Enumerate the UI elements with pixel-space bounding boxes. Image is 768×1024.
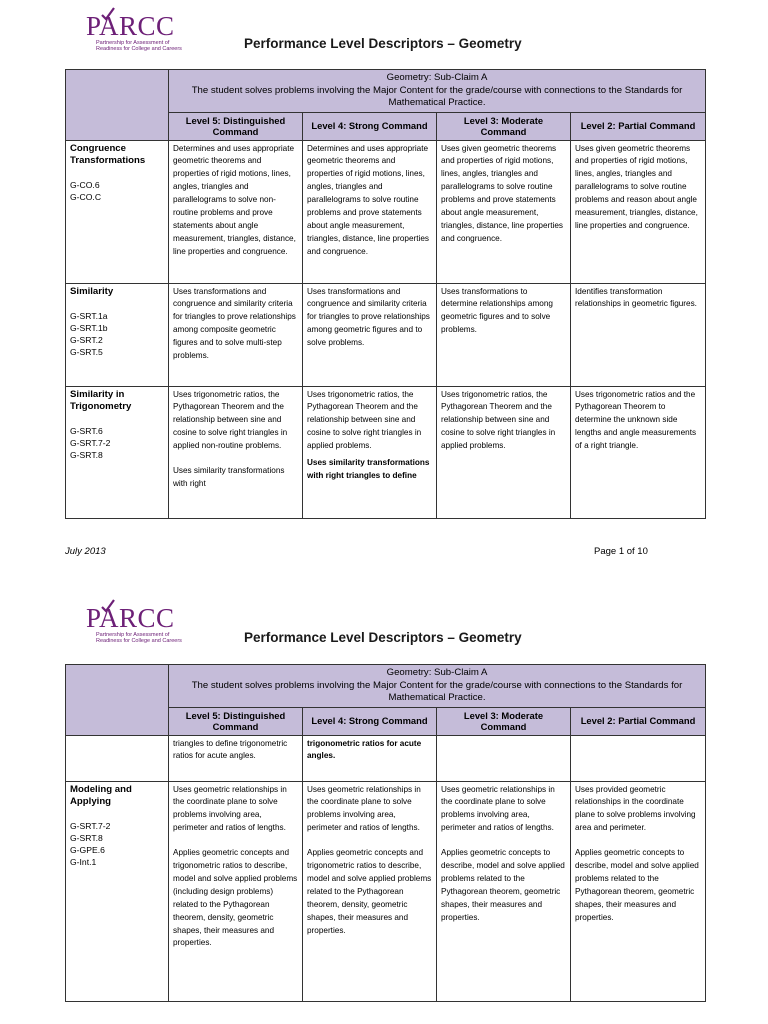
descriptor-text: Uses trigonometric ratios, the Pythagorean Theorem and the relationship between sine and cosine to solve right triangles in applied problems. bbox=[307, 389, 422, 451]
parcc-logo bbox=[86, 10, 182, 58]
sub-claim-description: The student solves problems involving the Major Content for the grade/course with connections to the Standards for Mathematical Practice. bbox=[191, 679, 683, 703]
descriptor-cell bbox=[303, 781, 437, 1001]
descriptor-text: Uses similarity transformations with right triangles to define bbox=[307, 458, 430, 480]
descriptor-text: Uses geometric relationships in the coordinate plane to solve problems involving area, perimeter and ratios of lengths. bbox=[441, 784, 555, 833]
descriptor-cell bbox=[437, 735, 571, 781]
header-corner-cell bbox=[66, 665, 169, 736]
logo-tagline: Partnership for Assessment of Readiness for College and Careers bbox=[96, 40, 182, 52]
row-name: Similarity bbox=[70, 285, 114, 297]
page-title: Performance Level Descriptors – Geometry bbox=[244, 36, 522, 51]
page-title: Performance Level Descriptors – Geometry bbox=[244, 630, 522, 645]
descriptor-text: Applies geometric concepts to describe, model and solve applied problems related to the Pythagorean theorem, geometric shapes, their measures and properties. bbox=[441, 848, 565, 922]
header-corner-cell bbox=[66, 70, 169, 141]
row-name: Similarity in Trigonometry bbox=[70, 388, 132, 412]
descriptor-cell: trigonometric ratios for acute angles. bbox=[303, 735, 437, 781]
row-label-trigonometry bbox=[66, 386, 169, 518]
descriptor-cell: Uses transformations and congruence and similarity criteria for triangles to prove relationships among geometric figures and to solve problems. bbox=[303, 283, 437, 386]
descriptor-cell bbox=[437, 781, 571, 1001]
level-5-header: Level 5: Distinguished Command bbox=[169, 707, 303, 735]
descriptor-cell bbox=[169, 386, 303, 518]
descriptor-text: Uses geometric relationships in the coordinate plane to solve problems involving area, perimeter and ratios of lengths. bbox=[307, 784, 421, 833]
descriptor-text: Uses geometric relationships in the coordinate plane to solve problems involving area, perimeter and ratios of lengths. bbox=[173, 784, 287, 833]
sub-claim-header bbox=[169, 70, 706, 113]
standard-code: G-CO.6 bbox=[70, 179, 100, 190]
level-3-header: Level 3: Moderate Command bbox=[437, 707, 571, 735]
descriptor-cell: Uses transformations to determine relationships among geometric figures and to solve problems. bbox=[437, 283, 571, 386]
table-row bbox=[66, 386, 706, 518]
standard-code: G-SRT.7-2 bbox=[70, 437, 111, 448]
standard-code: G-SRT.8 bbox=[70, 449, 103, 460]
table-row bbox=[66, 283, 706, 386]
row-name: Modeling and Applying bbox=[70, 783, 132, 807]
level-2-header: Level 2: Partial Command bbox=[571, 707, 706, 735]
table-row bbox=[66, 735, 706, 781]
descriptor-cell: Uses given geometric theorems and properties of rigid motions, lines, angles, triangles and parallelograms to solve routine problems and reason about angle measurement, triangles, distance, line properties and congruence. bbox=[571, 140, 706, 283]
standard-code: G-CO.C bbox=[70, 191, 102, 202]
level-2-header: Level 2: Partial Command bbox=[571, 112, 706, 140]
footer-date: July 2013 bbox=[65, 546, 106, 557]
descriptor-text: Applies geometric concepts and trigonometric ratios to describe, model and solve applied problems (including design problems) related to the Pythagorean theorem, density, geometric shapes, their measures and properties. bbox=[173, 848, 298, 948]
standard-code: G-SRT.5 bbox=[70, 346, 103, 357]
standard-code: G-SRT.1b bbox=[70, 322, 108, 333]
standard-code: G-SRT.8 bbox=[70, 832, 103, 843]
footer-page-number: Page 1 of 10 bbox=[594, 546, 648, 557]
standard-code: G-Int.1 bbox=[70, 856, 97, 867]
sub-claim-header bbox=[169, 665, 706, 708]
descriptor-cell: Determines and uses appropriate geometric theorems and properties of rigid motions, lines, angles, triangles and parallelograms to solve non-routine problems and prove statements about angle measurement, triangles, distance, line properties and congruence. bbox=[169, 140, 303, 283]
page-2 bbox=[0, 592, 768, 1024]
descriptor-cell: Identifies transformation relationships in geometric figures. bbox=[571, 283, 706, 386]
descriptor-cell: Uses given geometric theorems and properties of rigid motions, lines, angles, triangles and parallelograms to solve routine problems and prove statements about angle measurement, triangles, distance, line properties and congruence. bbox=[437, 140, 571, 283]
level-5-header: Level 5: Distinguished Command bbox=[169, 112, 303, 140]
descriptor-cell bbox=[571, 735, 706, 781]
table-row bbox=[66, 140, 706, 283]
descriptor-text: Uses trigonometric ratios, the Pythagorean Theorem and the relationship between sine and cosine to solve right triangles in applied non-routine problems. bbox=[173, 389, 288, 451]
standard-code: G-SRT.2 bbox=[70, 334, 103, 345]
level-4-header: Level 4: Strong Command bbox=[303, 707, 437, 735]
descriptor-cell: triangles to define trigonometric ratios for acute angles. bbox=[169, 735, 303, 781]
descriptor-cell bbox=[169, 781, 303, 1001]
descriptor-cell: Uses transformations and congruence and similarity criteria for triangles to prove relationships among composite geometric figures and to solve multi-step problems. bbox=[169, 283, 303, 386]
sub-claim-description: The student solves problems involving the Major Content for the grade/course with connections to the Standards for Mathematical Practice. bbox=[191, 84, 683, 108]
descriptor-table bbox=[65, 69, 706, 519]
logo-wordmark: PARCC bbox=[86, 11, 175, 41]
claim-header-row bbox=[66, 70, 706, 113]
descriptor-cell bbox=[571, 781, 706, 1001]
descriptor-text: Uses similarity transformations with right bbox=[173, 466, 285, 488]
sub-claim-title: Geometry: Sub-Claim A bbox=[386, 667, 488, 678]
level-4-header: Level 4: Strong Command bbox=[303, 112, 437, 140]
row-label-congruence bbox=[66, 140, 169, 283]
descriptor-text: Uses provided geometric relationships in the coordinate plane to solve problems involving area and perimeter. bbox=[575, 784, 696, 833]
parcc-logo bbox=[86, 602, 182, 650]
table-row bbox=[66, 781, 706, 1001]
logo-tagline: Partnership for Assessment of Readiness for College and Careers bbox=[96, 632, 182, 644]
standard-code: G-SRT.1a bbox=[70, 310, 108, 321]
descriptor-cell: Determines and uses appropriate geometric theorems and properties of rigid motions, lines, angles, triangles and parallelograms to solve routine problems and prove statements about angle measurement, triangles, distance, line properties and congruence. bbox=[303, 140, 437, 283]
descriptor-cell bbox=[303, 386, 437, 518]
descriptor-cell: Uses trigonometric ratios, the Pythagorean Theorem and the relationship between sine and cosine to solve right triangles in applied problems. bbox=[437, 386, 571, 518]
row-label-empty bbox=[66, 735, 169, 781]
descriptor-text: Applies geometric concepts and trigonometric ratios to describe, model and solve applied problems related to the Pythagorean theorem, density, geometric shapes, their measures and properties. bbox=[307, 848, 432, 935]
level-3-header: Level 3: Moderate Command bbox=[437, 112, 571, 140]
sub-claim-title: Geometry: Sub-Claim A bbox=[386, 72, 488, 83]
descriptor-text: Applies geometric concepts to describe, model and solve applied problems related to the Pythagorean theorem, geometric shapes, their measures and properties. bbox=[575, 848, 699, 922]
claim-header-row bbox=[66, 665, 706, 708]
row-label-similarity bbox=[66, 283, 169, 386]
row-name: Congruence Transformations bbox=[70, 142, 146, 166]
logo-wordmark: PARCC bbox=[86, 603, 175, 633]
standard-code: G-GPE.6 bbox=[70, 844, 105, 855]
descriptor-cell: Uses trigonometric ratios and the Pythagorean Theorem to determine the unknown side lengths and angle measurements of a right triangle. bbox=[571, 386, 706, 518]
standard-code: G-SRT.7-2 bbox=[70, 820, 111, 831]
row-label-modeling bbox=[66, 781, 169, 1001]
descriptor-table bbox=[65, 664, 706, 1002]
standard-code: G-SRT.6 bbox=[70, 425, 103, 436]
